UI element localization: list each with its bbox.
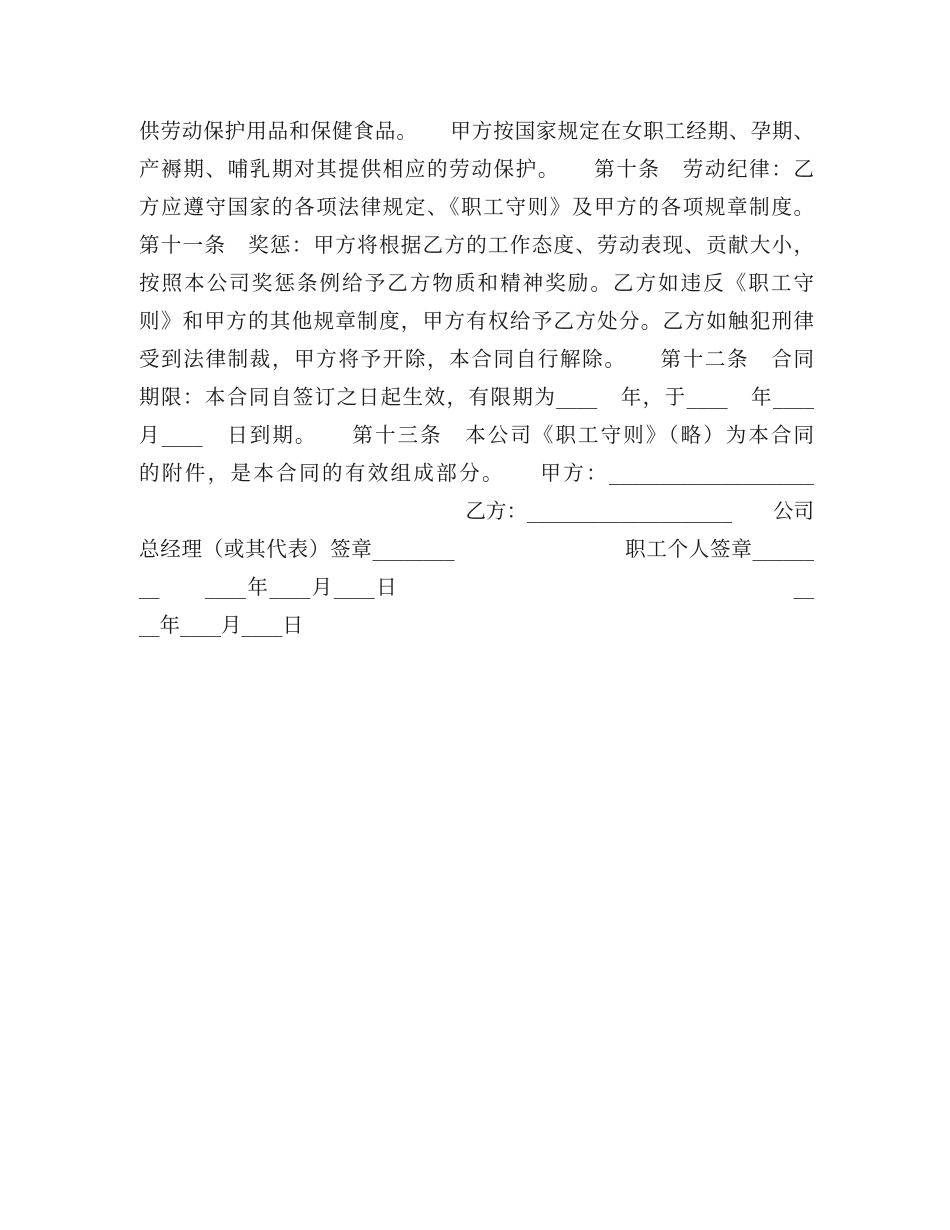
text-line-8: 期限：本合同自签订之日起生效，有限期为____ 年，于____ 年____ xyxy=(139,385,814,409)
text-line-7: 受到法律制裁，甲方将予开除，本合同自行解除。 第十二条 合同 xyxy=(139,347,814,371)
date-line-2: __年____月____日 xyxy=(139,613,303,637)
text-line-9: 月____ 日到期。 第十三条 本公司《职工守则》（略）为本合同 xyxy=(139,423,814,447)
text-line-10: 的附件，是本合同的有效组成部分。 甲方：____________________ xyxy=(139,461,814,485)
text-line-4: 第十一条 奖惩：甲方将根据乙方的工作态度、劳动表现、贡献大小， xyxy=(139,233,814,257)
contract-text xyxy=(139,112,814,644)
text-line-3: 方应遵守国家的各项法律规定、《职工守则》及甲方的各项规章制度。 xyxy=(139,195,814,219)
text-line-2: 产褥期、哺乳期对其提供相应的劳动保护。 第十条 劳动纪律：乙 xyxy=(139,157,814,181)
date-line-1: __ ____年____月____日 __ xyxy=(139,575,814,599)
text-line-11: 乙方：____________________ 公司 xyxy=(465,499,814,523)
signature-line: 总经理（或其代表）签章________ 职工个人签章______ xyxy=(139,537,814,561)
text-line-6: 则》和甲方的其他规章制度，甲方有权给予乙方处分。乙方如触犯刑律 xyxy=(139,309,814,333)
text-line-5: 按照本公司奖惩条例给予乙方物质和精神奖励。乙方如违反《职工守 xyxy=(139,271,814,295)
text-line-1: 供劳动保护用品和保健食品。 甲方按国家规定在女职工经期、孕期、 xyxy=(139,119,814,143)
